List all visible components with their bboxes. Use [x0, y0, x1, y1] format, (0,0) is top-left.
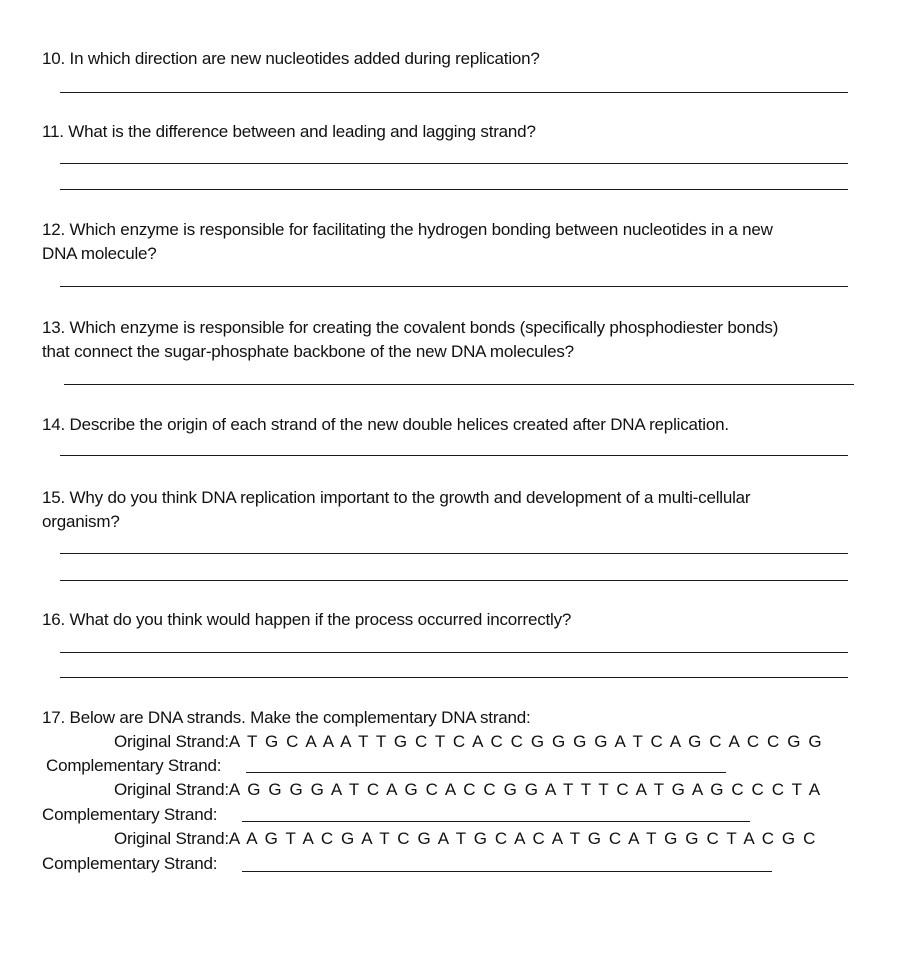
question-12-line-1: 12. Which enzyme is responsible for facilitating the hydrogen bonding between nucleotides in a new [42, 220, 773, 239]
answer-line-14[interactable] [60, 455, 848, 456]
complementary-strand-1-input[interactable] [246, 772, 726, 773]
answer-line-11a[interactable] [60, 163, 848, 164]
answer-line-16a[interactable] [60, 652, 848, 653]
original-strand-2 [114, 779, 822, 801]
complementary-strand-3-input[interactable] [242, 871, 772, 872]
original-strand-label: Original Strand: [114, 829, 229, 848]
question-13-line-2: that connect the sugar-phosphate backbone of the new DNA molecules? [42, 342, 574, 361]
question-15-line-1: 15. Why do you think DNA replication important to the growth and development of a multi-cellular [42, 488, 751, 507]
original-strand-sequence: A A G T A C G A T C G A T G C A C A T G C A T G G C T A C G C [228, 829, 817, 848]
answer-line-16b[interactable] [60, 677, 848, 678]
answer-line-15a[interactable] [60, 553, 848, 554]
question-12 [42, 218, 872, 266]
original-strand-sequence: A G G G G A T C A G C A C C G G A T T T C A T G A G C C C T A [228, 780, 822, 799]
answer-line-11b[interactable] [60, 189, 848, 190]
question-13 [42, 316, 872, 364]
question-10: 10. In which direction are new nucleotides added during replication? [42, 49, 540, 68]
complementary-strand-2-input[interactable] [242, 821, 750, 822]
answer-line-12[interactable] [60, 286, 848, 287]
complementary-strand-3-label: Complementary Strand: [42, 854, 218, 873]
question-13-line-1: 13. Which enzyme is responsible for creating the covalent bonds (specifically phosphodiester bonds) [42, 318, 779, 337]
complementary-strand-1-label: Complementary Strand: [46, 756, 222, 775]
question-15 [42, 486, 872, 534]
question-17: 17. Below are DNA strands. Make the complementary DNA strand: [42, 708, 531, 727]
question-15-line-2: organism? [42, 512, 120, 531]
answer-line-13[interactable] [64, 384, 854, 385]
original-strand-1 [114, 731, 823, 753]
question-12-line-2: DNA molecule? [42, 244, 157, 263]
original-strand-label: Original Strand: [114, 780, 229, 799]
complementary-strand-2-label: Complementary Strand: [42, 805, 218, 824]
question-16: 16. What do you think would happen if the process occurred incorrectly? [42, 610, 572, 629]
original-strand-sequence: A T G C A A A T T G C T C A C C G G G G A T C A G C A C C G G [228, 732, 824, 751]
question-14: 14. Describe the origin of each strand of the new double helices created after DNA replication. [42, 415, 729, 434]
answer-line-15b[interactable] [60, 580, 848, 581]
question-11: 11. What is the difference between and leading and lagging strand? [42, 122, 536, 141]
original-strand-3 [114, 828, 817, 850]
original-strand-label: Original Strand: [114, 732, 229, 751]
answer-line-10[interactable] [60, 92, 848, 93]
